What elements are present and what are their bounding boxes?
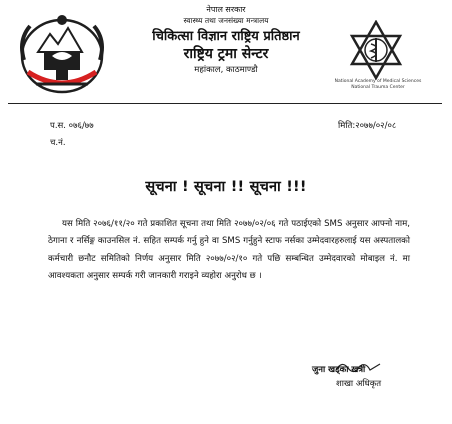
- signatory-title: शाखा अधिकृत: [336, 379, 382, 389]
- signatory-name: जुना खड्का खत्री: [312, 365, 366, 375]
- center-address: महांकाल, काठमाण्डौ: [194, 65, 258, 75]
- nepal-government-emblem-icon: [16, 10, 108, 96]
- logo-caption-line1: National Academy of Medical Sciences: [334, 79, 422, 84]
- dispatch-number: च.नं.: [50, 138, 66, 148]
- letter-date: मिति:२०७७/०२/०८: [338, 121, 397, 131]
- center-name: राष्ट्रिय ट्रमा सेन्टर: [183, 46, 269, 62]
- government-name: नेपाल सरकार: [206, 5, 246, 14]
- header-divider: [8, 103, 442, 104]
- reference-number: प.स. ०७६/७७: [50, 121, 94, 131]
- notice-body: यस मिति २०७६/११/२० गते प्रकाशित सूचना तथा मिति २०७७/०२/०६ गते पठाईएको SMS अनुसार आफ्नो नाम, ठेगाना र नर्सिङ्ग काउनसिल नं. सहित सम्पर्क गर्नु हुने वा SMS गर्नुहुने स्टाफ नर्सका उम्मेदवारहरुलाई यस अस्पतालको कर्मचारी छनौट समितिको निर्णय अनुसार मिति २०७७/०२/१० गते पछि सम्बन्धित उम्मेदवारको मोबाइल नं. मा आवश्यकता अनुसार सम्पर्क गरी जानकारी गराइने व्यहोरा अनुरोध छ ।: [48, 219, 410, 282]
- trauma-center-star-logo-icon: [346, 20, 406, 80]
- trauma-center-logo-caption: [330, 79, 426, 90]
- logo-caption-line2: National Trauma Center: [351, 84, 405, 90]
- notice-heading: सूचना ! सूचना !! सूचना !!!: [145, 179, 307, 195]
- ministry-name: स्वास्थ्य तथा जनसंख्या मन्त्रालय: [183, 16, 269, 25]
- academy-name: चिकित्सा विज्ञान राष्ट्रिय प्रतिष्ठान: [152, 29, 300, 44]
